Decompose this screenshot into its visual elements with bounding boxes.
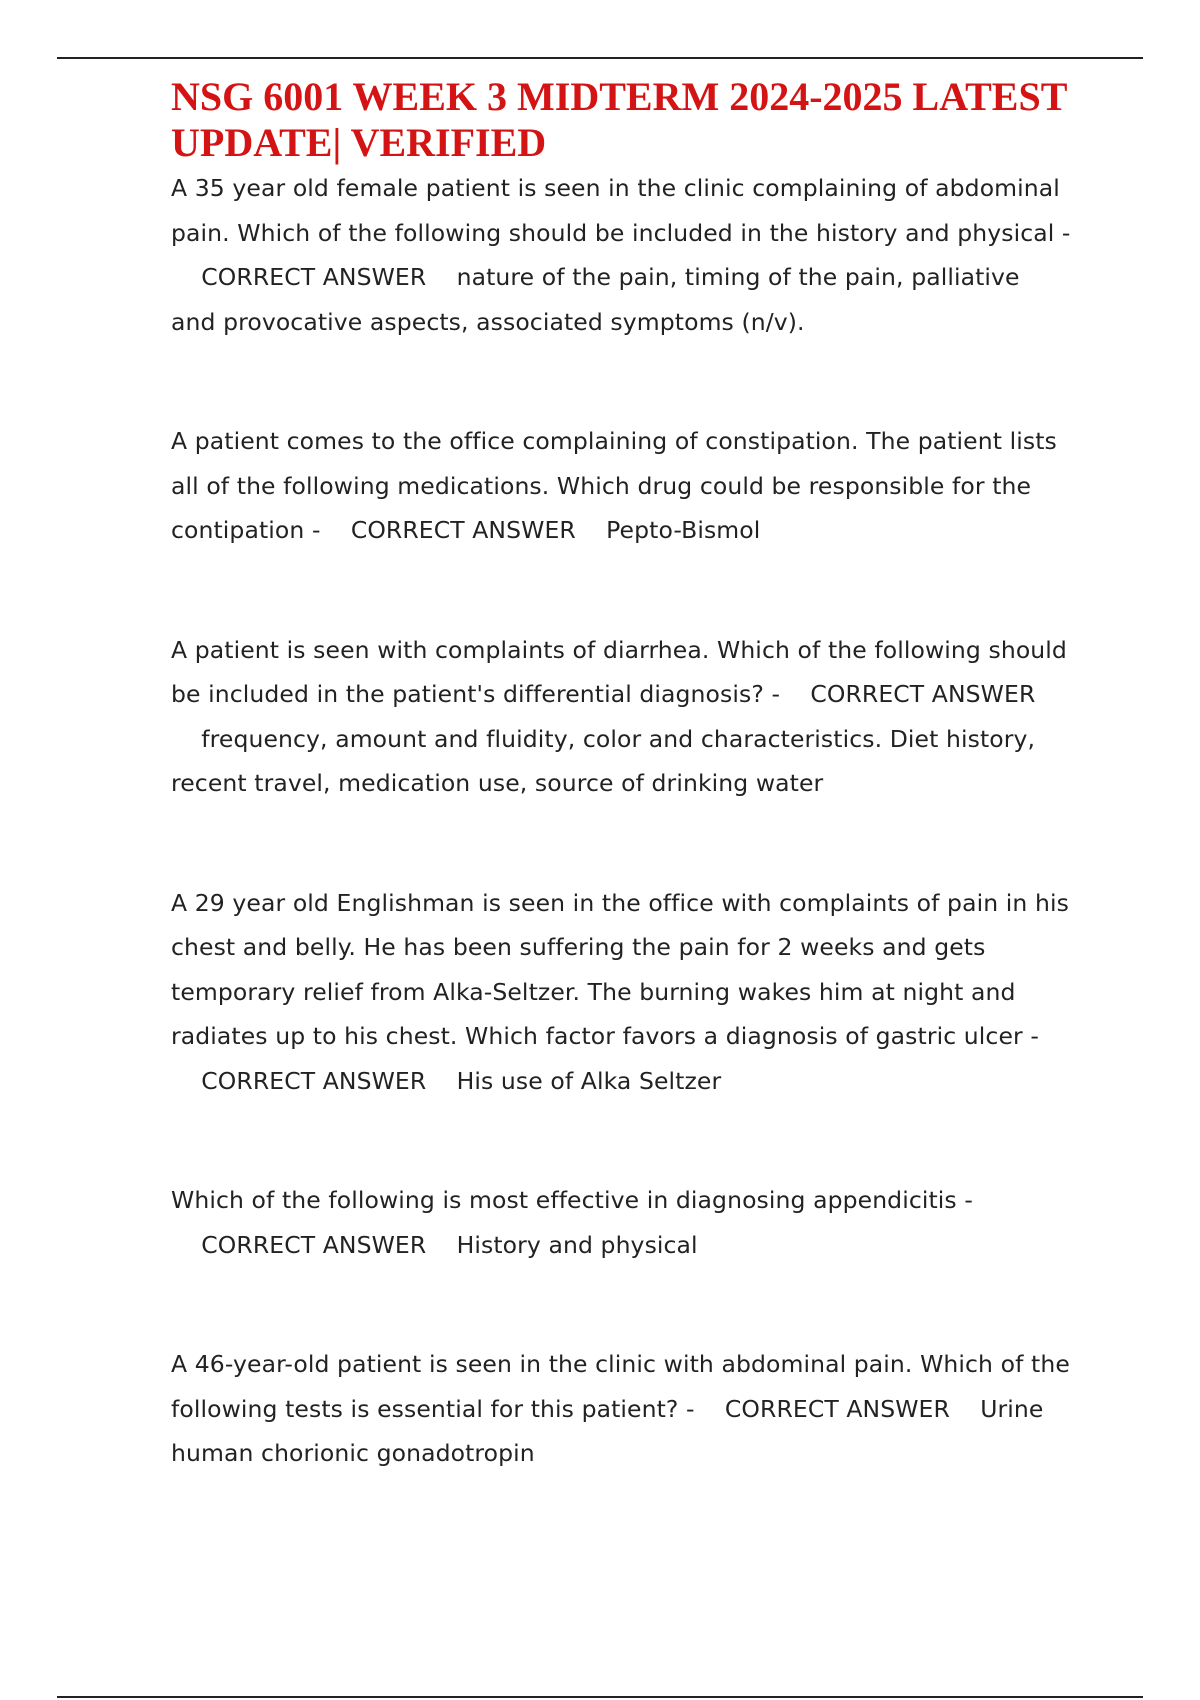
qa-item-6 [171,1342,1071,1476]
correct-answer-label: CORRECT ANSWER [810,680,1036,708]
correct-answer-label: CORRECT ANSWER [201,1230,427,1259]
correct-answer-label: CORRECT ANSWER [350,516,576,544]
answer-text: Urine human chorionic gonadotropin [171,1394,1044,1467]
qa-item-2 [171,419,1071,553]
question-text: A patient comes to the office complaining of constipation. The patient lists all of the following medications. Which drug could be responsible for the contipation - [171,427,1057,544]
correct-answer-label: CORRECT ANSWER [201,263,427,291]
document-title: NSG 6001 WEEK 3 MIDTERM 2024-2025 LATEST UPDATE| VERIFIED [171,74,1067,165]
question-text: A patient is seen with complaints of diarrhea. Which of the following should be included in the patient's differential diagnosis? - [171,635,1067,708]
answer-text: His use of Alka Seltzer [456,1066,722,1095]
question-text: Which of the following is most effective in diagnosing appendicitis - [171,1186,973,1214]
answer-text: frequency, amount and fluidity, color and characteristics. Diet history, recent travel, medication use, source of drinking water [171,724,1036,797]
qa-item-5 [171,1178,1071,1267]
qa-item-3 [171,628,1071,806]
answer-text: Pepto-Bismol [606,516,761,544]
question-text: A 46-year-old patient is seen in the clinic with abdominal pain. Which of the following tests is essential for this patient? - [171,1350,1070,1423]
answer-text: History and physical [456,1230,698,1259]
correct-answer-label: CORRECT ANSWER [201,1066,427,1095]
qa-item-4 [171,881,1071,1104]
document-body [171,74,1071,1476]
bottom-rule [57,1696,1143,1698]
top-rule [57,57,1143,59]
question-text: A 35 year old female patient is seen in the clinic complaining of abdominal pain. Which of the following should be included in the history and physical - [171,174,1071,247]
correct-answer-label: CORRECT ANSWER [724,1394,950,1423]
answer-text: nature of the pain, timing of the pain, palliative and provocative aspects, associated symptoms (n/v). [171,263,1020,336]
question-text: A 29 year old Englishman is seen in the office with complaints of pain in his chest and belly. He has been suffering the pain for 2 weeks and gets temporary relief from Alka-Seltzer. The burning wakes him at night and radiates up to his chest. Which factor favors a diagnosis of gastric ulcer - [171,888,1069,1050]
qa-item-1 [171,166,1071,344]
